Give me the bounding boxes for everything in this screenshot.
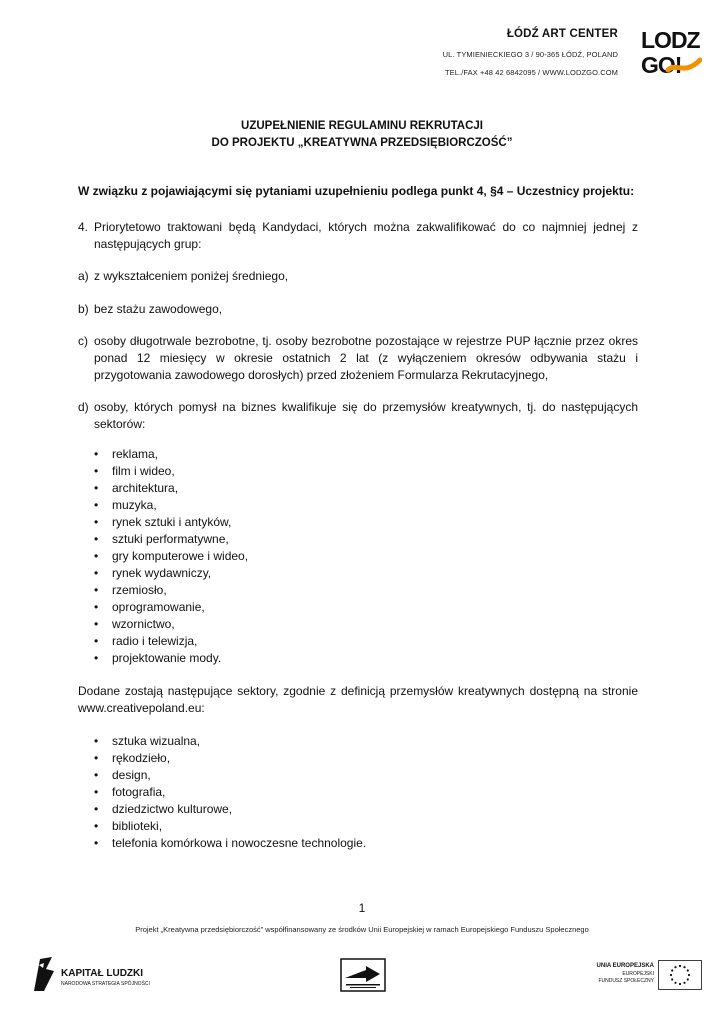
point-4-label: 4. — [78, 220, 89, 234]
eu-logo-block — [594, 960, 704, 992]
added-sector-item: rękodzieło, — [112, 751, 171, 765]
added-sector-item: biblioteki, — [112, 819, 163, 833]
list-item — [94, 818, 366, 835]
bullet-icon: • — [94, 768, 99, 782]
eu-star-icon — [670, 974, 672, 976]
list-item — [94, 514, 248, 531]
bullet-icon: • — [94, 515, 99, 529]
eu-star-icon — [674, 982, 676, 984]
org-address: UL. TYMIENIECKIEGO 3 / 90-365 ŁÓDŹ, POLAND — [442, 50, 618, 59]
title-line-1: UZUPEŁNIENIE REGULAMINU REKRUTACJI — [241, 120, 483, 132]
list-item — [94, 616, 248, 633]
added-sector-item: fotografia, — [112, 785, 166, 799]
point-4-text: Priorytetowo traktowani będą Kandydaci, których można zakwalifikować do co najmniej jednej z następujących grup: — [94, 220, 638, 251]
group-b — [78, 301, 638, 318]
sector-item: architektura, — [112, 481, 179, 495]
added-sector-item: dziedzictwo kulturowe, — [112, 802, 233, 816]
sector-item: radio i telewizja, — [112, 634, 198, 648]
eu-star-icon — [687, 978, 689, 980]
eu-star-icon — [674, 966, 676, 968]
eu-star-icon — [671, 978, 673, 980]
list-item — [94, 767, 366, 784]
list-item — [94, 650, 248, 667]
sector-item: muzyka, — [112, 498, 157, 512]
list-item — [94, 750, 366, 767]
bullet-icon: • — [94, 785, 99, 799]
bullet-icon: • — [94, 836, 99, 850]
group-a — [78, 268, 638, 285]
sector-item: reklama, — [112, 447, 159, 461]
bullet-icon: • — [94, 617, 99, 631]
group-b-text: bez stażu zawodowego, — [94, 302, 223, 316]
bullet-icon: • — [94, 600, 99, 614]
group-c-label: c) — [78, 334, 88, 348]
eu-line-2: EUROPEJSKI — [622, 971, 654, 977]
sector-item: rynek sztuki i antyków, — [112, 515, 232, 529]
eu-star-icon — [679, 965, 681, 967]
eu-line-1: UNIA EUROPEJSKA — [596, 963, 654, 969]
list-item — [94, 835, 366, 852]
bullet-icon: • — [94, 447, 99, 461]
kl-title: KAPITAŁ LUDZKI — [61, 968, 144, 979]
lead-sentence: W związku z pojawiającymi się pytaniami uzupełnieniu podlega punkt 4, §4 – Uczestnicy projektu: — [78, 184, 635, 198]
sector-item: sztuki performatywne, — [112, 532, 229, 546]
bullet-icon: • — [94, 802, 99, 816]
sector-item: rzemiosło, — [112, 583, 167, 597]
eu-flag-icon — [658, 960, 702, 990]
sector-item: film i wideo, — [112, 464, 175, 478]
bullet-icon: • — [94, 549, 99, 563]
eu-line-3: FUNDUSZ SPOŁECZNY — [598, 978, 654, 984]
funding-note: Projekt „Kreatywna przedsiębiorczość” współfinansowany ze środków Unii Europejskiej w ramach Europejskiego Funduszu Społecznego — [135, 925, 589, 934]
bullet-icon: • — [94, 532, 99, 546]
bullet-icon: • — [94, 481, 99, 495]
eu-star-icon — [679, 983, 681, 985]
added-sector-item: telefonia komórkowa i nowoczesne technologie. — [112, 836, 367, 850]
group-d-label: d) — [78, 400, 89, 414]
bullet-icon: • — [94, 634, 99, 648]
group-a-text: z wykształceniem poniżej średniego, — [94, 269, 289, 283]
kl-emblem-icon — [34, 957, 54, 991]
group-d-text: osoby, których pomysł na biznes kwalifikuje się do przemysłów kreatywnych, tj. do następujących sektorów: — [94, 400, 638, 431]
added-sectors-intro: Dodane zostają następujące sektory, zgodnie z definicją przemysłów kreatywnych dostępną na stronie www.creativepoland.eu: — [78, 684, 638, 715]
eu-star-icon — [683, 982, 685, 984]
list-item — [94, 599, 248, 616]
list-item — [94, 446, 248, 463]
bullet-icon: • — [94, 464, 99, 478]
list-item — [94, 497, 248, 514]
eu-star-icon — [688, 974, 690, 976]
added-sector-item: design, — [112, 768, 151, 782]
bullet-icon: • — [94, 498, 99, 512]
point-4 — [78, 219, 638, 253]
group-b-label: b) — [78, 302, 89, 316]
group-d — [78, 399, 638, 433]
list-item — [94, 463, 248, 480]
added-sector-item: sztuka wizualna, — [112, 734, 201, 748]
sector-item: oprogramowanie, — [112, 600, 205, 614]
bullet-icon: • — [94, 651, 99, 665]
list-item — [94, 733, 366, 750]
bullet-icon: • — [94, 734, 99, 748]
sector-item: wzornictwo, — [112, 617, 175, 631]
eu-star-icon — [687, 969, 689, 971]
group-a-label: a) — [78, 269, 89, 283]
list-item — [94, 784, 366, 801]
list-item — [94, 480, 248, 497]
sector-list — [94, 446, 248, 667]
added-sector-list — [94, 733, 366, 852]
org-name: ŁÓDŹ ART CENTER — [506, 28, 618, 40]
bullet-icon: • — [94, 566, 99, 580]
list-item — [94, 801, 366, 818]
list-item — [94, 548, 248, 565]
bullet-icon: • — [94, 583, 99, 597]
eu-star-icon — [683, 966, 685, 968]
group-c — [78, 333, 638, 384]
title-line-2: DO PROJEKTU „KREATYWNA PRZEDSIĘBIORCZOŚĆ” — [211, 137, 513, 149]
sector-item: projektowanie mody. — [112, 651, 222, 665]
wup-logo-icon — [340, 958, 386, 992]
bullet-icon: • — [94, 819, 99, 833]
sector-item: rynek wydawniczy, — [112, 566, 212, 580]
kl-subtitle: NARODOWA STRATEGIA SPÓJNOŚCI — [61, 981, 150, 987]
group-c-text: osoby długotrwale bezrobotne, tj. osoby bezrobotne pozostające w rejestrze PUP łącznie przez okres ponad 12 miesięcy w okresie ostatnich 2 lat (z wyłączeniem okresów odbywania stażu i przygotowania zawodowego dorosłych) przed złożeniem Formularza Rekrutacyjnego, — [94, 334, 638, 382]
list-item — [94, 565, 248, 582]
list-item — [94, 582, 248, 599]
lodzgo-logo — [640, 26, 702, 80]
eu-star-icon — [671, 969, 673, 971]
logo-text-bottom: GO! — [641, 52, 682, 78]
logo-text-top: LODZ — [641, 27, 700, 53]
page-number: 1 — [358, 901, 366, 915]
bullet-icon: • — [94, 751, 99, 765]
sector-item: gry komputerowe i wideo, — [112, 549, 249, 563]
org-contact: TEL./FAX +48 42 6842095 / WWW.LODZGO.COM — [444, 68, 618, 77]
list-item — [94, 633, 248, 650]
kapital-ludzki-logo — [32, 955, 152, 993]
list-item — [94, 531, 248, 548]
